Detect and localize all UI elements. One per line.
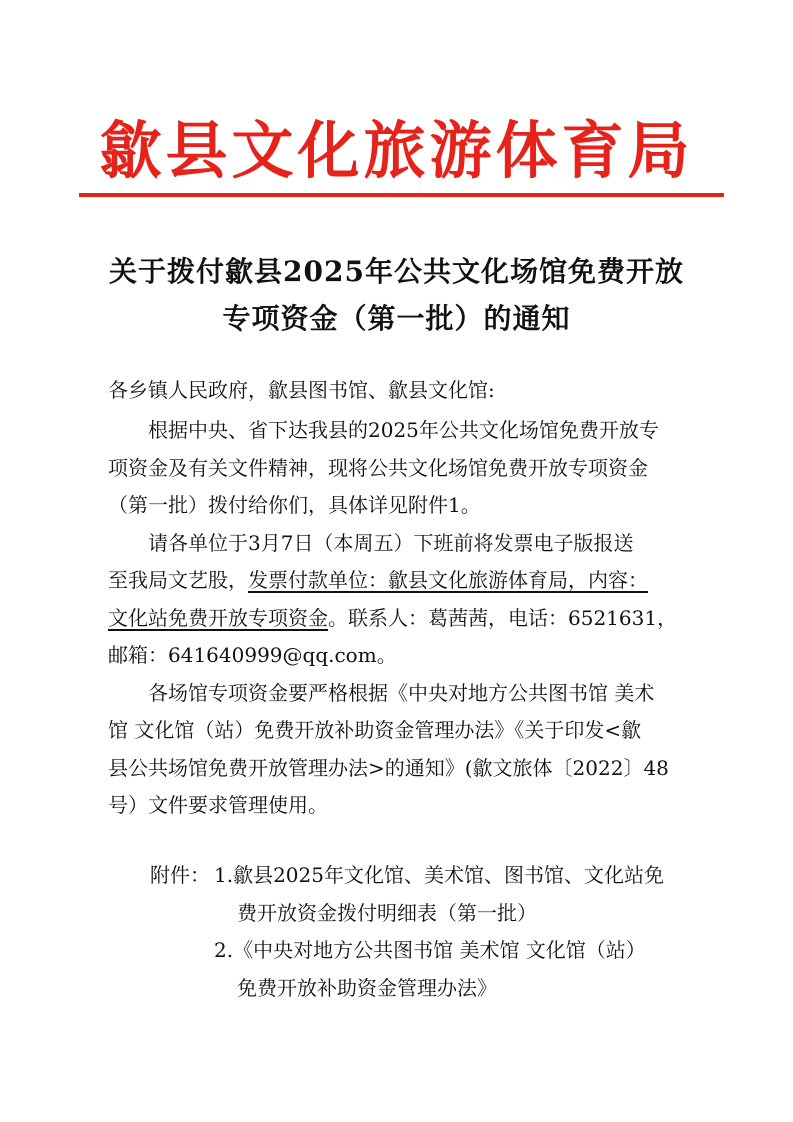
attachment-1-line1: 1.歙县2025年文化馆、美术馆、图书馆、文化站免 [214, 863, 664, 887]
para1-line1: 根据中央、省下达我县的2025年公共文化场馆免费开放专 [148, 418, 659, 442]
para3-line4: 号）文件要求管理使用。 [108, 793, 328, 817]
notice-title-line-2: 专项资金（第一批）的通知 [222, 302, 571, 335]
para3-line1: 各场馆专项资金要严格根据《中央对地方公共图书馆 美术 [148, 681, 655, 705]
attachments-label: 附件： [150, 863, 210, 887]
red-divider-line [79, 193, 724, 197]
para2-line2-prefix: 至我局文艺股， [108, 568, 248, 592]
salutation: 各乡镇人民政府，歙县图书馆、歙县文化馆: [108, 378, 495, 402]
attachment-2-line2: 免费开放补助资金管理办法》 [237, 976, 497, 1000]
attachment-2-line1: 2.《中央对地方公共图书馆 美术馆 文化馆（站） [214, 938, 646, 962]
para3-line2: 馆 文化馆（站）免费开放补助资金管理办法》《关于印发<歙 [108, 718, 642, 742]
para3-line3: 县公共场馆免费开放管理办法>的通知》(歙文旅体〔2022〕48 [108, 756, 669, 780]
para1-line3: （第一批）拨付给你们，具体详见附件1。 [108, 493, 481, 517]
masthead-title: 歙县文化旅游体育局 [99, 114, 694, 187]
invoice-content-underlined: 文化站免费开放专项资金 [108, 606, 328, 630]
para2-line2 [108, 570, 648, 590]
para1-line2: 项资金及有关文件精神，现将公共文化场馆免费开放专项资金 [108, 456, 648, 480]
email-line: 邮箱：641640999@qq.com。 [108, 643, 397, 667]
para2-line3 [108, 608, 677, 628]
para2-line1: 请各单位于3月7日（本周五）下班前将发票电子版报送 [148, 531, 634, 555]
contact-info: 。联系人：葛茜茜，电话：6521631， [328, 606, 678, 630]
attachment-1-line2: 费开放资金拨付明细表（第一批） [237, 901, 537, 925]
notice-title-line-1: 关于拨付歙县2025年公共文化场馆免费开放 [109, 255, 684, 288]
invoice-payee-underlined: 发票付款单位：歙县文化旅游体育局，内容： [248, 568, 648, 592]
